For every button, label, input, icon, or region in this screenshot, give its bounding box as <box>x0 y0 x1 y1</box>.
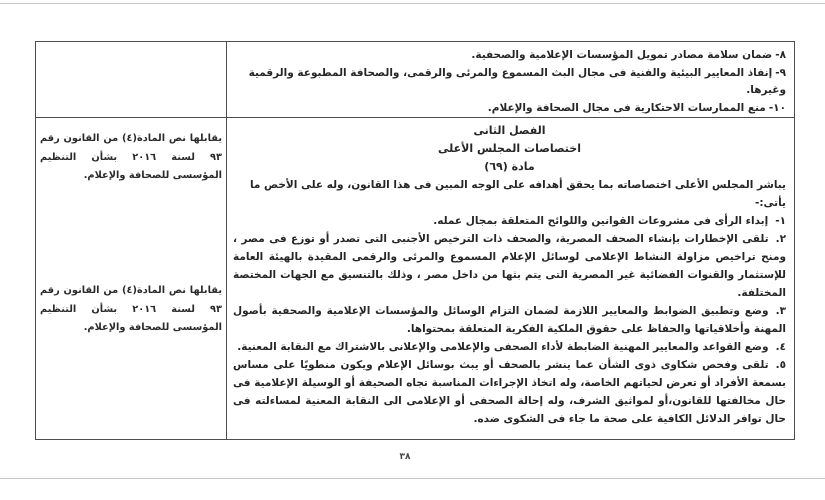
margin-note: يقابلها نص المادة(٤) من القانون رقم ٩٣ لسنة ٢٠١٦ بشأن التنظيم المؤسسى للصحافة والإعلام. <box>40 285 222 333</box>
chapter-title: الفصل الثانى <box>473 124 546 137</box>
chapter-cell <box>227 118 794 439</box>
item-number: ٨- <box>775 49 786 61</box>
law-comparison-table <box>35 41 795 440</box>
item-number: ٣. <box>775 305 786 317</box>
list-item <box>233 47 786 65</box>
item-text: إبداء الرأى فى مشروعات القوانين واللوائح المتعلقة بمجال عمله. <box>433 215 769 227</box>
item-number: ١- <box>775 215 786 227</box>
item-text: تلقى الإخطارات بإنشاء الصحف المصرية، والصحف ذات الترخيص الأجنبى التى تصدر أو توزع فى مصر ، ومنح تراخيص مزاولة النشاط الإعلامى لوسائل الإعلام المسموع والمرئى والرقمى المقيدة بالهيئة العامة للإستثمار والقنوات الفضائية غير المصرية التى يتم بثها من داخل مصر ، وذلك بالتنسيق مع الجهات المختصة المختلفة. <box>233 233 786 299</box>
margin-column-empty-cell <box>36 42 227 117</box>
item-text: إنفاذ المعايير البيئية والفنية فى مجال البث المسموع والمرئى والرقمى، والصحافة المطبوعة والرقمية وغيرها. <box>248 66 786 96</box>
article-items <box>233 212 786 439</box>
margin-notes-cell <box>36 118 227 439</box>
page-bottom-edge <box>0 478 825 479</box>
table-row-chapter <box>36 118 794 439</box>
item-number: ٩- <box>775 66 786 79</box>
page-top-edge <box>0 3 825 4</box>
top-items-cell <box>227 42 794 117</box>
margin-note: يقابلها نص المادة(٤) من القانون رقم ٩٣ لسنة ٢٠١٦ بشأن التنظيم المؤسسى للصحافة والإعلام. <box>40 133 222 181</box>
item-number: ٤. <box>775 341 786 353</box>
list-item <box>233 302 786 338</box>
item-text: تلقى وفحص شكاوى ذوى الشأن عما ينشر بالصحف أو يبث بوسائل الإعلام ويكون منطويًا على مساس بسمعة الأفراد أو تعرض لحياتهم الخاصة، وله اتخاذ الإجراءات المناسبة تجاه الصحيفة أو الوسيلة الإعلامية فى حال مخالفتها للقانون،أو لمواثيق الشرف، وله إحالة الصحفى أو الإعلامى الى النقابة المعنية لمساءلته فى حال توافر الدلائل الكافية على صحة ما جاء فى الشكوى ضده. <box>233 359 786 425</box>
item-text: ضمان سلامة مصادر تمويل المؤسسات الإعلامية والصحفية. <box>471 49 773 61</box>
item-number: ٥. <box>775 359 786 371</box>
item-number: ٢. <box>775 233 786 245</box>
item-number: ١٠- <box>768 101 786 114</box>
list-item <box>233 65 786 100</box>
list-item <box>233 436 786 439</box>
list-item <box>233 356 786 428</box>
item-text: وضع وتطبيق الضوابط والمعايير اللازمة لضمان التزام الوسائل والمؤسسات الإعلامية والصحفية بأصول المهنة وأخلاقياتها والحفاظ على حقوق الملكية الفكرية المتعلقة بمحتواها. <box>233 305 786 335</box>
page-number: ٣٨ <box>399 452 411 462</box>
item-text: منع الممارسات الاحتكارية فى مجال الصحافة والإعلام. <box>487 101 766 114</box>
item-number <box>776 436 786 439</box>
list-item <box>233 212 786 230</box>
article-intro: يباشر المجلس الأعلى اختصاصاته بما يحقق أهدافه على الوجه المبين فى هذا القانون، وله على الأخص ما يأتى:- <box>249 179 786 209</box>
article-number: مادة (٦٩) <box>484 160 535 173</box>
list-item <box>233 230 786 302</box>
item-text: وضع القواعد والمعايير المهنية الضابطة لأداء الصحفى والإعلامى والإعلانى بالاشتراك مع النقابة المعنية. <box>237 341 769 353</box>
table-row-top <box>36 42 794 118</box>
chapter-subtitle: اختصاصات المجلس الأعلى <box>438 142 581 155</box>
list-item <box>233 100 786 118</box>
list-item <box>233 338 786 356</box>
